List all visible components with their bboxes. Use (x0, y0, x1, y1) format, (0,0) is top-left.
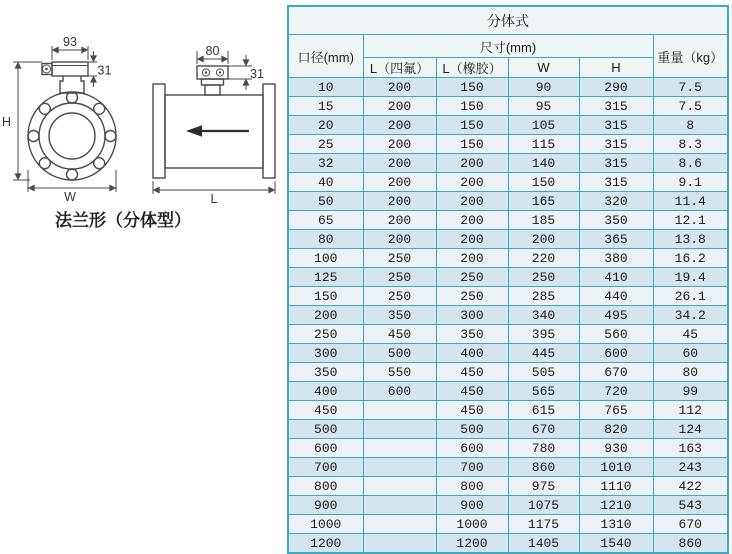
table-cell: 422 (653, 477, 728, 496)
side-neck (205, 85, 220, 95)
table-cell: 900 (288, 496, 363, 515)
table-cell: 550 (363, 363, 436, 382)
table-cell: 115 (508, 135, 579, 154)
flange-bore (49, 113, 95, 159)
table-cell: 125 (288, 268, 363, 287)
table-body (288, 78, 728, 554)
table-cell: 445 (508, 344, 579, 363)
table-cell: 7.5 (653, 97, 728, 116)
table-cell: 9.1 (653, 173, 728, 192)
table-cell: 350 (436, 325, 508, 344)
table-cell: 285 (508, 287, 579, 306)
table-cell: 1000 (288, 515, 363, 534)
table-cell: 200 (436, 154, 508, 173)
table-cell: 565 (508, 382, 579, 401)
table-cell: 34.2 (653, 306, 728, 325)
table-cell: 150 (288, 287, 363, 306)
table-cell: 800 (288, 477, 363, 496)
table-cell: 32 (288, 154, 363, 173)
table-row (288, 515, 728, 534)
table-cell: 124 (653, 420, 728, 439)
col-header-weight: 重量（kg） (653, 35, 728, 78)
table-cell: 340 (508, 306, 579, 325)
junction-box (52, 62, 88, 76)
table-cell: 60 (653, 344, 728, 363)
table-cell: 600 (579, 344, 653, 363)
table-cell: 1405 (508, 534, 579, 554)
table-cell: 600 (288, 439, 363, 458)
table-cell: 200 (508, 230, 579, 249)
table-cell: 860 (508, 458, 579, 477)
col-subheader-l-rubber: L（橡胶） (436, 58, 508, 78)
front-box-height-label: 31 (97, 63, 112, 78)
table-cell: 600 (436, 439, 508, 458)
table-row (288, 477, 728, 496)
table-cell: 975 (508, 477, 579, 496)
table-cell: 45 (653, 325, 728, 344)
table-row (288, 192, 728, 211)
spec-table (287, 5, 729, 554)
table-cell: 50 (288, 192, 363, 211)
table-cell: 200 (436, 173, 508, 192)
table-cell: 860 (653, 534, 728, 554)
dimension-length-L (153, 181, 275, 206)
table-cell: 700 (288, 458, 363, 477)
table-cell: 150 (436, 97, 508, 116)
table-row (288, 154, 728, 173)
table-cell: 185 (508, 211, 579, 230)
table-row (288, 287, 728, 306)
table-cell: 200 (363, 97, 436, 116)
side-box-height-label: 31 (250, 67, 264, 81)
table-row (288, 306, 728, 325)
table-cell: 450 (363, 325, 436, 344)
table-cell: 19.4 (653, 268, 728, 287)
table-cell: 350 (363, 306, 436, 325)
table-cell: 1110 (579, 477, 653, 496)
table-cell: 11.4 (653, 192, 728, 211)
table-cell: 615 (508, 401, 579, 420)
table-cell: 163 (653, 439, 728, 458)
table-cell (363, 534, 436, 554)
table-cell: 150 (508, 173, 579, 192)
table-cell: 80 (288, 230, 363, 249)
table-cell: 560 (579, 325, 653, 344)
table-row (288, 344, 728, 363)
table-cell: 800 (436, 477, 508, 496)
table-cell: 200 (436, 211, 508, 230)
table-row (288, 534, 728, 554)
diagram-caption: 法兰形（分体型） (55, 211, 191, 230)
table-row (288, 211, 728, 230)
table-cell: 780 (508, 439, 579, 458)
table-cell: 250 (436, 268, 508, 287)
table-cell (363, 515, 436, 534)
table-cell: 250 (363, 249, 436, 268)
table-cell: 200 (363, 116, 436, 135)
table-cell: 200 (436, 249, 508, 268)
table-cell: 243 (653, 458, 728, 477)
table-cell: 500 (436, 420, 508, 439)
height-dim-label: H (2, 115, 12, 129)
table-cell: 200 (363, 78, 436, 97)
table-cell: 395 (508, 325, 579, 344)
dimension-width-W (28, 170, 116, 204)
table-cell: 90 (508, 78, 579, 97)
table-cell: 450 (436, 363, 508, 382)
width-dim-label: W (64, 190, 76, 204)
table-cell: 300 (288, 344, 363, 363)
table-cell (363, 477, 436, 496)
table-cell: 220 (508, 249, 579, 268)
table-cell: 300 (436, 306, 508, 325)
table-cell: 1010 (579, 458, 653, 477)
front-view (2, 35, 116, 204)
right-flange (263, 84, 275, 178)
table-cell (363, 496, 436, 515)
table-cell: 670 (653, 515, 728, 534)
table-cell: 150 (436, 135, 508, 154)
table-cell: 200 (363, 192, 436, 211)
table-cell: 250 (436, 287, 508, 306)
table-cell: 165 (508, 192, 579, 211)
table-cell: 410 (579, 268, 653, 287)
meter-neck (60, 76, 84, 93)
table-cell: 250 (363, 268, 436, 287)
table-cell: 440 (579, 287, 653, 306)
table-cell: 670 (508, 420, 579, 439)
table-cell: 95 (508, 97, 579, 116)
table-cell: 315 (579, 135, 653, 154)
table-cell: 200 (363, 135, 436, 154)
table-row (288, 268, 728, 287)
table-row (288, 458, 728, 477)
table-cell: 200 (363, 230, 436, 249)
dimension-front-box-width (52, 35, 88, 60)
dimension-side-box-width (197, 44, 228, 64)
table-cell: 380 (579, 249, 653, 268)
table-cell: 200 (363, 154, 436, 173)
table-cell: 1075 (508, 496, 579, 515)
table-cell: 150 (436, 116, 508, 135)
table-cell: 250 (363, 287, 436, 306)
table-cell: 1210 (579, 496, 653, 515)
table-cell: 365 (579, 230, 653, 249)
table-row (288, 401, 728, 420)
table-cell: 200 (436, 192, 508, 211)
table-cell: 100 (288, 249, 363, 268)
table-cell: 150 (436, 78, 508, 97)
table-cell: 200 (436, 230, 508, 249)
table-title-row (288, 6, 728, 35)
table-cell: 600 (363, 382, 436, 401)
table-row (288, 135, 728, 154)
table-cell: 99 (653, 382, 728, 401)
table-row (288, 116, 728, 135)
table-cell: 1000 (436, 515, 508, 534)
table-cell (363, 401, 436, 420)
dimension-side-box-height (228, 55, 264, 90)
table-cell: 26.1 (653, 287, 728, 306)
table-cell: 320 (579, 192, 653, 211)
table-cell: 80 (653, 363, 728, 382)
table-header-row-1 (288, 35, 728, 58)
table-row (288, 325, 728, 344)
table-cell: 505 (508, 363, 579, 382)
table-cell: 900 (436, 496, 508, 515)
col-subheader-h: H (579, 58, 653, 78)
table-cell: 1175 (508, 515, 579, 534)
table-cell: 1540 (579, 534, 653, 554)
table-row (288, 420, 728, 439)
table-cell: 250 (288, 325, 363, 344)
table-cell: 12.1 (653, 211, 728, 230)
table-cell: 543 (653, 496, 728, 515)
table-cell: 400 (436, 344, 508, 363)
side-box-width-label: 80 (205, 44, 220, 58)
table-cell: 140 (508, 154, 579, 173)
side-neck-base (202, 79, 224, 85)
table-title: 分体式 (288, 6, 728, 35)
table-cell: 670 (579, 363, 653, 382)
table-cell (363, 420, 436, 439)
table-cell: 200 (288, 306, 363, 325)
table-cell: 820 (579, 420, 653, 439)
table-cell: 315 (579, 97, 653, 116)
table-row (288, 230, 728, 249)
table-cell: 15 (288, 97, 363, 116)
col-subheader-l-ptfe: L（四氟） (363, 58, 436, 78)
table-cell (363, 458, 436, 477)
front-box-width-label: 93 (63, 35, 77, 49)
left-flange (153, 84, 165, 178)
table-cell: 450 (288, 401, 363, 420)
col-subheader-w: W (508, 58, 579, 78)
table-cell: 1200 (288, 534, 363, 554)
table-cell: 700 (436, 458, 508, 477)
table-cell: 765 (579, 401, 653, 420)
table-cell: 450 (436, 382, 508, 401)
table-cell: 500 (363, 344, 436, 363)
table-cell: 1200 (436, 534, 508, 554)
table-cell: 200 (363, 211, 436, 230)
table-cell: 200 (363, 173, 436, 192)
table-cell: 8 (653, 116, 728, 135)
table-cell: 315 (579, 173, 653, 192)
table-cell: 315 (579, 116, 653, 135)
table-cell: 350 (579, 211, 653, 230)
table-row (288, 97, 728, 116)
table-cell: 400 (288, 382, 363, 401)
table-cell: 315 (579, 154, 653, 173)
bolt-holes (28, 92, 116, 180)
table-cell: 500 (288, 420, 363, 439)
length-dim-label: L (210, 192, 218, 206)
table-row (288, 173, 728, 192)
table-cell: 65 (288, 211, 363, 230)
table-cell: 8.3 (653, 135, 728, 154)
table-cell: 495 (579, 306, 653, 325)
table-row (288, 363, 728, 382)
table-cell: 8.6 (653, 154, 728, 173)
table-cell: 1310 (579, 515, 653, 534)
table-cell: 13.8 (653, 230, 728, 249)
table-row (288, 382, 728, 401)
table-cell: 930 (579, 439, 653, 458)
table-cell: 7.5 (653, 78, 728, 97)
table-cell (363, 439, 436, 458)
col-header-size: 尺寸(mm) (363, 35, 653, 58)
flowmeter-drawing-svg (0, 0, 287, 554)
table-cell: 10 (288, 78, 363, 97)
table-row (288, 78, 728, 97)
table-cell: 250 (508, 268, 579, 287)
table-cell: 720 (579, 382, 653, 401)
table-cell: 450 (436, 401, 508, 420)
dimension-front-box-height (88, 51, 111, 87)
col-header-diameter: 口径(mm) (288, 35, 363, 78)
table-row (288, 439, 728, 458)
table-cell: 112 (653, 401, 728, 420)
table-row (288, 496, 728, 515)
flowmeter-diagram (0, 0, 287, 554)
flow-direction-arrow (186, 125, 249, 137)
table-row (288, 249, 728, 268)
side-view (153, 44, 275, 206)
table-cell: 40 (288, 173, 363, 192)
table-cell: 16.2 (653, 249, 728, 268)
table-cell: 25 (288, 135, 363, 154)
table-cell: 290 (579, 78, 653, 97)
table-cell: 350 (288, 363, 363, 382)
table-cell: 20 (288, 116, 363, 135)
table-cell: 105 (508, 116, 579, 135)
